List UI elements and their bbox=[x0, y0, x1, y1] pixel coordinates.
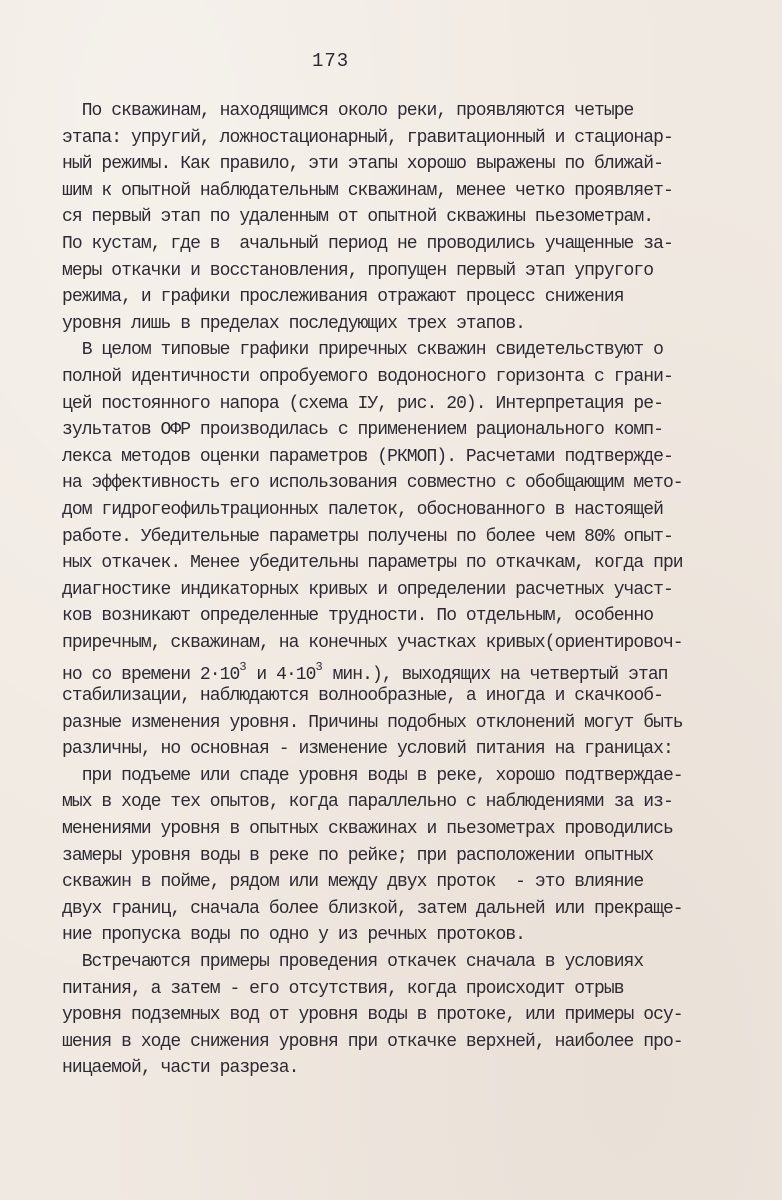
exponent: 3 bbox=[239, 660, 247, 675]
text-line: ков возникают определенные трудности. По отдельным, особенно bbox=[62, 606, 654, 627]
text-line: По скважинам, находящимся около реки, проявляются четыре bbox=[62, 101, 634, 121]
text-line: менениями уровня в опытных скважинах и пьезометрах проводились bbox=[62, 819, 673, 840]
text-line: зультатов ОФР производилась с применением рационального комп- bbox=[62, 420, 663, 441]
text-line: двух границ, сначала более близкой, затем дальней или прекраще- bbox=[62, 898, 683, 919]
text-line: шения в ходе снижения уровня при откачке верхней, наиболее про- bbox=[62, 1031, 683, 1052]
text-line: шим к опытной наблюдательным скважинам, менее четко проявляет- bbox=[62, 180, 673, 201]
body-text bbox=[62, 98, 772, 1082]
text-line: уровня лишь в пределах последующих трех этапов. bbox=[62, 313, 526, 334]
text-line: мых в ходе тех опытов, когда параллельно с наблюдениями за из- bbox=[62, 792, 673, 813]
text-fragment: и 4·10 bbox=[246, 665, 316, 686]
text-line: лекса методов оценки параметров (РКМОП). Расчетами подтвержде- bbox=[62, 446, 673, 467]
text-line: диагностике индикаторных кривых и определении расчетных участ- bbox=[62, 579, 673, 600]
text-line: разные изменения уровня. Причины подобных отклонений могут быть bbox=[62, 712, 683, 733]
text-line: уровня подземных вод от уровня воды в протоке, или примеры осу- bbox=[62, 1005, 683, 1026]
text-line: стабилизации, наблюдаются волнообразные, а иногда и скачкооб- bbox=[62, 686, 663, 707]
text-line-with-exponents bbox=[62, 656, 772, 686]
text-line: Встречаются примеры проведения откачек сначала в условиях bbox=[62, 952, 644, 972]
text-line: меры откачки и восстановления, пропущен первый этап упругого bbox=[62, 260, 654, 281]
text-line: цей постоянного напора (схема IУ, рис. 20). Интерпретация ре- bbox=[62, 393, 663, 414]
page-number: 173 bbox=[312, 50, 350, 72]
text-line: различны, но основная - изменение условий питания на границах: bbox=[62, 739, 673, 760]
text-fragment: мин.), выходящих на четвертый этап bbox=[322, 665, 668, 686]
text-line: ние пропуска воды по одно у из речных протоков. bbox=[62, 925, 526, 946]
exponent: 3 bbox=[315, 660, 323, 675]
text-line: при подъеме или спаде уровня воды в реке, хорошо подтверждае- bbox=[62, 765, 683, 786]
text-line: По кустам, где в ачальный период не проводились учащенные за- bbox=[62, 233, 673, 254]
text-line: на эффективность его использования совместно с обобщающим мето- bbox=[62, 473, 683, 494]
text-line: В целом типовые графики приречных скважин свидетельствуют о bbox=[62, 340, 663, 361]
text-line: ный режимы. Как правило, эти этапы хорошо выражены по ближай- bbox=[62, 154, 663, 175]
text-line: ся первый этап по удаленным от опытной скважины пьезометрам. bbox=[62, 207, 654, 228]
text-line: работе. Убедительные параметры получены по более чем 80% опыт- bbox=[62, 526, 673, 547]
text-line: полной идентичности опробуемого водоносного горизонта с грани- bbox=[62, 366, 673, 387]
text-line: замеры уровня воды в реке по рейке; при расположении опытных bbox=[62, 845, 654, 866]
text-line: этапа: упругий, ложностационарный, гравитационный и стационар- bbox=[62, 127, 673, 148]
text-line: питания, а затем - его отсутствия, когда происходит отрыв bbox=[62, 978, 624, 999]
text-line: приречным, скважинам, на конечных участках кривых(ориентировоч- bbox=[62, 632, 683, 653]
text-line: ницаемой, части разреза. bbox=[62, 1058, 299, 1079]
text-line: режима, и графики прослеживания отражают процесс снижения bbox=[62, 287, 624, 308]
text-line: ных откачек. Менее убедительны параметры по откачкам, когда при bbox=[62, 553, 683, 574]
text-fragment: но со времени 2·10 bbox=[62, 665, 240, 686]
text-line: скважин в пойме, рядом или между двух проток - это влияние bbox=[62, 872, 644, 893]
text-line: дом гидрогеофильтрационных палеток, обоснованного в настоящей bbox=[62, 499, 663, 520]
